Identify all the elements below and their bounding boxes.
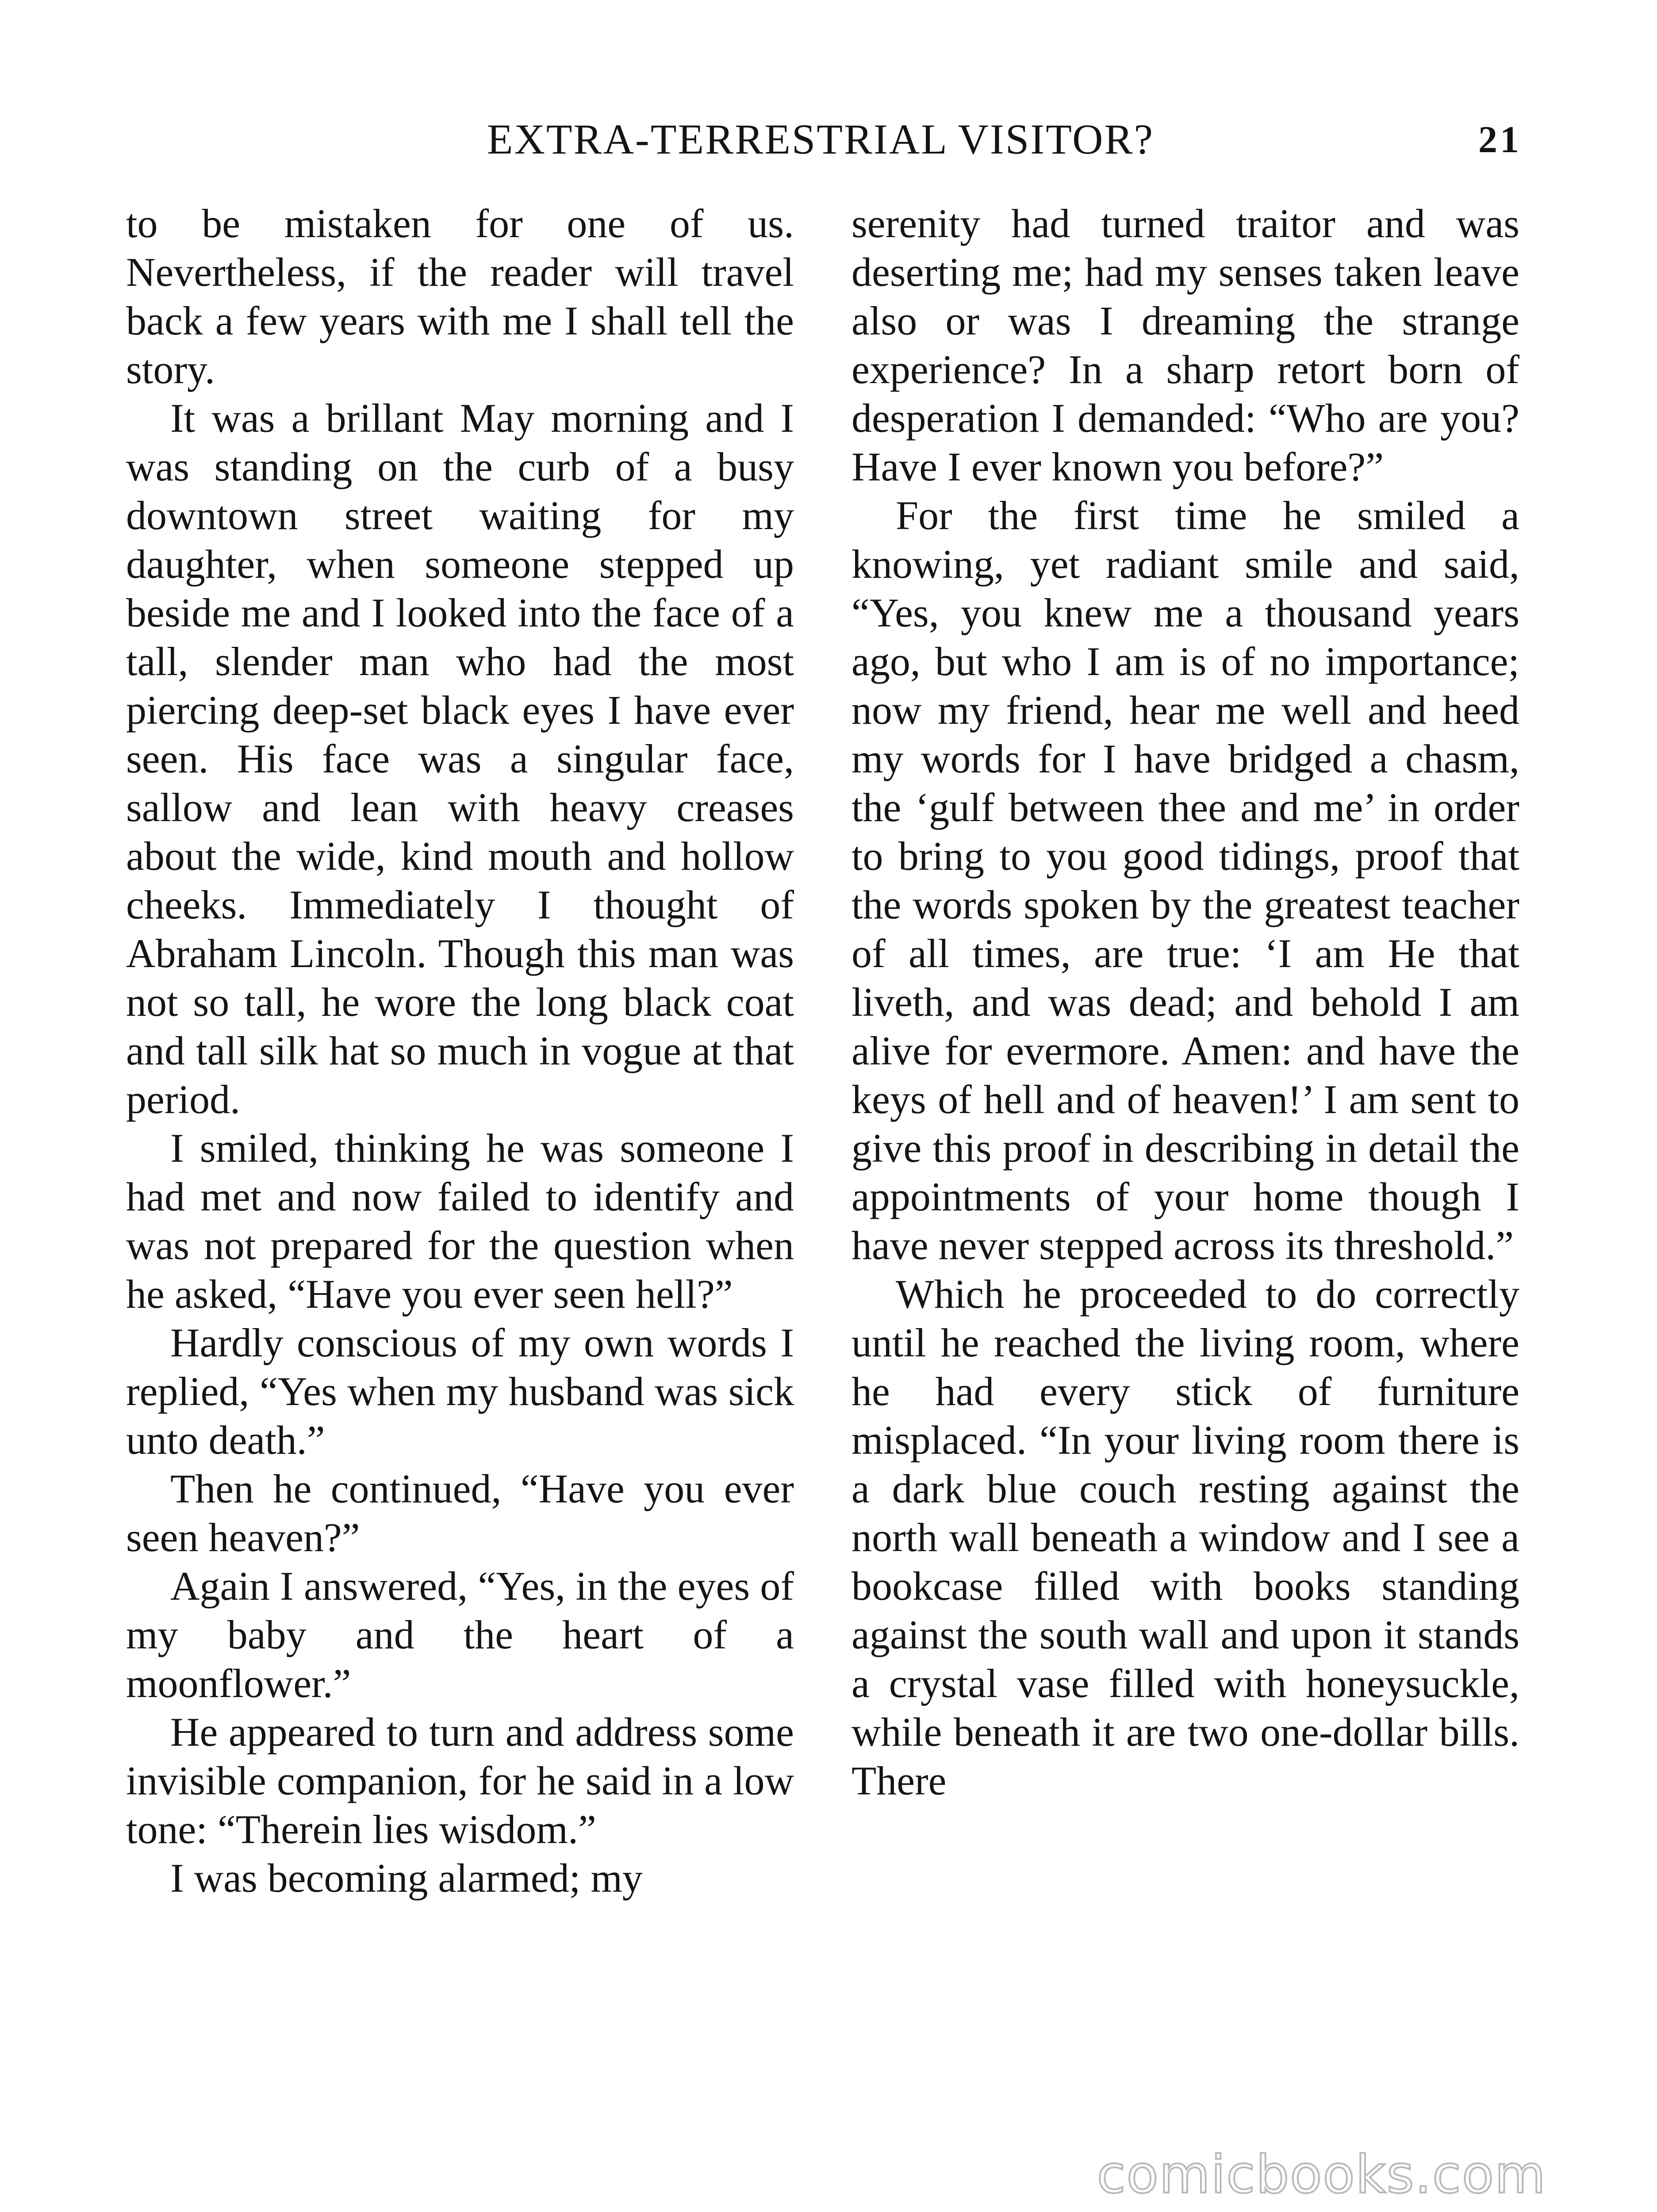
- paragraph: It was a brillant May morning and I was standing on the curb of a busy downtown street waiting for my daughter, when someone stepped up beside me and I looked into the face of a tall, slender man who had the most piercing deep-set black eyes I have ever seen. His face was a singular face, sallow and lean with heavy creases about the wide, kind mouth and hollow cheeks. Immediately I thought of Abraham Lincoln. Though this man was not so tall, he wore the long black coat and tall silk hat so much in vogue at that period.: [126, 396, 794, 1122]
- paragraph: to be mistaken for one of us. Nevertheless, if the reader will travel back a few years with me I shall tell the story.: [126, 201, 794, 392]
- paragraph: He appeared to turn and address some invisible companion, for he said in a low tone: “Therein lies wisdom.”: [126, 1709, 794, 1852]
- paragraph: Which he proceeded to do correctly until he reached the living room, where he had every stick of furniture misplaced. “In your living room there is a dark blue couch resting against the north wall beneath a window and I see a bookcase filled with books standing against the south wall and upon it stands a crystal vase filled with honeysuckle, while beneath it are two one-dollar bills. There: [852, 1271, 1519, 1803]
- paragraph: serenity had turned traitor and was deserting me; had my senses taken leave also or was I dreaming the strange experience? In a sharp retort born of desperation I demanded: “Who are you? Have I ever known you before?”: [852, 201, 1519, 489]
- right-column: [852, 199, 1519, 1805]
- watermark: comicbooks.com: [1097, 2144, 1546, 2205]
- paragraph: I smiled, thinking he was someone I had met and now failed to identify and was not prepared for the question when he asked, “Have you ever seen hell?”: [126, 1125, 794, 1317]
- paragraph: Again I answered, “Yes, in the eyes of my baby and the heart of a moonflower.”: [126, 1563, 794, 1706]
- left-column: [126, 199, 794, 1902]
- paragraph: Then he continued, “Have you ever seen heaven?”: [126, 1466, 794, 1560]
- paragraph: Hardly conscious of my own words I replied, “Yes when my husband was sick unto death.”: [126, 1320, 794, 1463]
- running-head: EXTRA-TERRESTRIAL VISITOR?: [487, 115, 1155, 163]
- paragraph: For the first time he smiled a knowing, yet radiant smile and said, “Yes, you knew me a thousand years ago, but who I am is of no importance; now my friend, hear me well and heed my words for I have bridged a chasm, the ‘gulf between thee and me’ in order to bring to you good tidings, proof that the words spoken by the greatest teacher of all times, are true: ‘I am He that liveth, and was dead; and behold I am alive for evermore. Amen: and have the keys of hell and of heaven!’ I am sent to give this proof in describing in detail the appointments of your home though I have never stepped across its threshold.”: [852, 493, 1519, 1268]
- page-number: 21: [1478, 118, 1522, 161]
- paragraph: I was becoming alarmed; my: [170, 1855, 643, 1901]
- page-header: [119, 113, 1522, 166]
